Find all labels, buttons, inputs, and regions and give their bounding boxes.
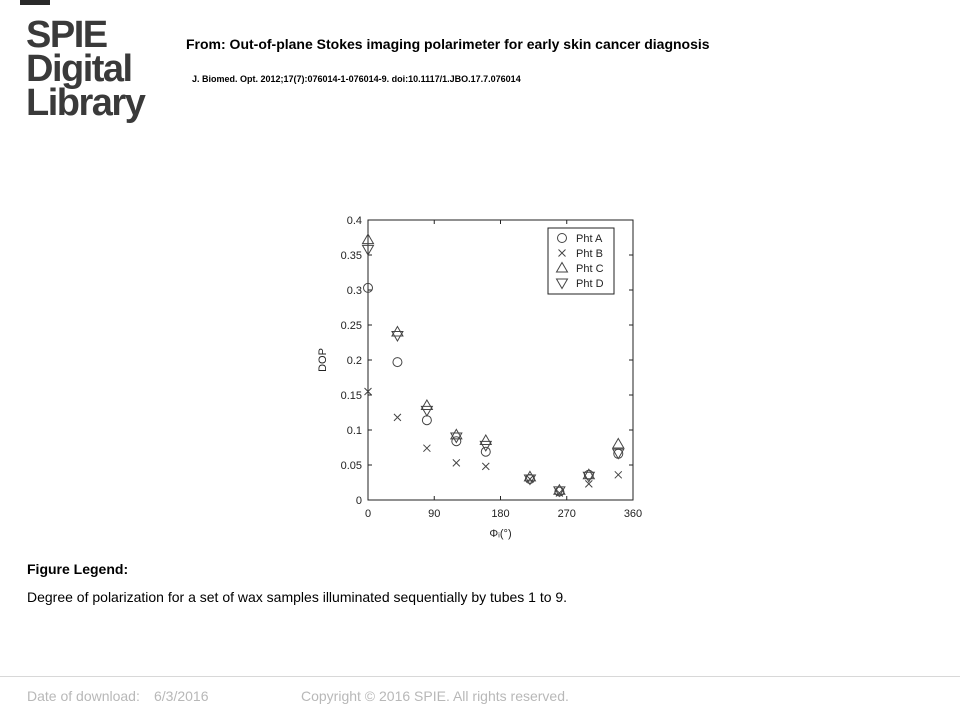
spie-digital-library-logo: [26, 14, 156, 124]
marker-pht-c-point: [421, 400, 432, 410]
x-axis-label: Φᵢ(°): [489, 528, 512, 540]
logo-line-1: SPIE: [26, 14, 107, 56]
marker-pht-d-point: [613, 449, 624, 459]
legend-label-0: Pht A: [576, 233, 603, 245]
corner-mark: [20, 0, 50, 5]
y-tick-label-5: 0.25: [340, 320, 362, 332]
y-tick-label-1: 0.05: [340, 460, 362, 472]
logo-line-3: Library: [26, 82, 145, 124]
marker-pht-b-point: [423, 445, 430, 452]
x-tick-label-2: 180: [491, 508, 510, 520]
x-tick-label-3: 270: [557, 508, 576, 520]
y-tick-label-7: 0.35: [340, 250, 362, 262]
y-tick-label-6: 0.3: [346, 285, 362, 297]
marker-pht-a-point: [422, 416, 431, 425]
download-date: 6/3/2016: [154, 688, 209, 704]
marker-pht-b-point: [482, 463, 489, 470]
marker-pht-c-point: [613, 439, 624, 449]
y-tick-label-0: 0: [355, 495, 362, 507]
logo-line-2: Digital: [26, 48, 132, 90]
legend-label-1: Pht B: [576, 248, 603, 260]
marker-pht-a-point: [393, 358, 402, 367]
y-tick-label-8: 0.4: [346, 215, 362, 227]
article-citation: J. Biomed. Opt. 2012;17(7):076014-1-076014-9. doi:10.1117/1.JBO.17.7.076014: [192, 74, 521, 84]
figure-legend-text: Degree of polarization for a set of wax samples illuminated sequentially by tubes 1 to 9.: [27, 589, 568, 605]
x-tick-label-1: 90: [428, 508, 441, 520]
marker-pht-b-point: [615, 471, 622, 478]
marker-pht-b-point: [453, 459, 460, 466]
legend-label-2: Pht C: [576, 263, 604, 275]
download-date-label: Date of download:: [27, 688, 140, 704]
legend-label-3: Pht D: [576, 278, 604, 290]
y-axis-label: DOP: [317, 348, 329, 372]
dop-scatter-chart: [300, 200, 660, 550]
x-tick-label-0: 0: [364, 508, 372, 520]
footer-divider: [0, 676, 960, 677]
article-title: From: Out-of-plane Stokes imaging polarimeter for early skin cancer diagnosis: [186, 36, 710, 52]
marker-pht-c-point: [451, 429, 462, 439]
y-tick-label-3: 0.15: [340, 390, 362, 402]
marker-pht-d-point: [451, 433, 462, 443]
copyright-notice: Copyright © 2016 SPIE. All rights reserved.: [301, 688, 569, 704]
marker-pht-c-point: [480, 435, 491, 445]
figure-legend-heading: Figure Legend:: [27, 561, 129, 577]
marker-pht-b-point: [394, 414, 401, 421]
y-tick-label-4: 0.2: [346, 355, 362, 367]
marker-pht-d-point: [421, 406, 432, 416]
x-tick-label-4: 360: [623, 508, 643, 520]
y-tick-label-2: 0.1: [346, 425, 362, 437]
